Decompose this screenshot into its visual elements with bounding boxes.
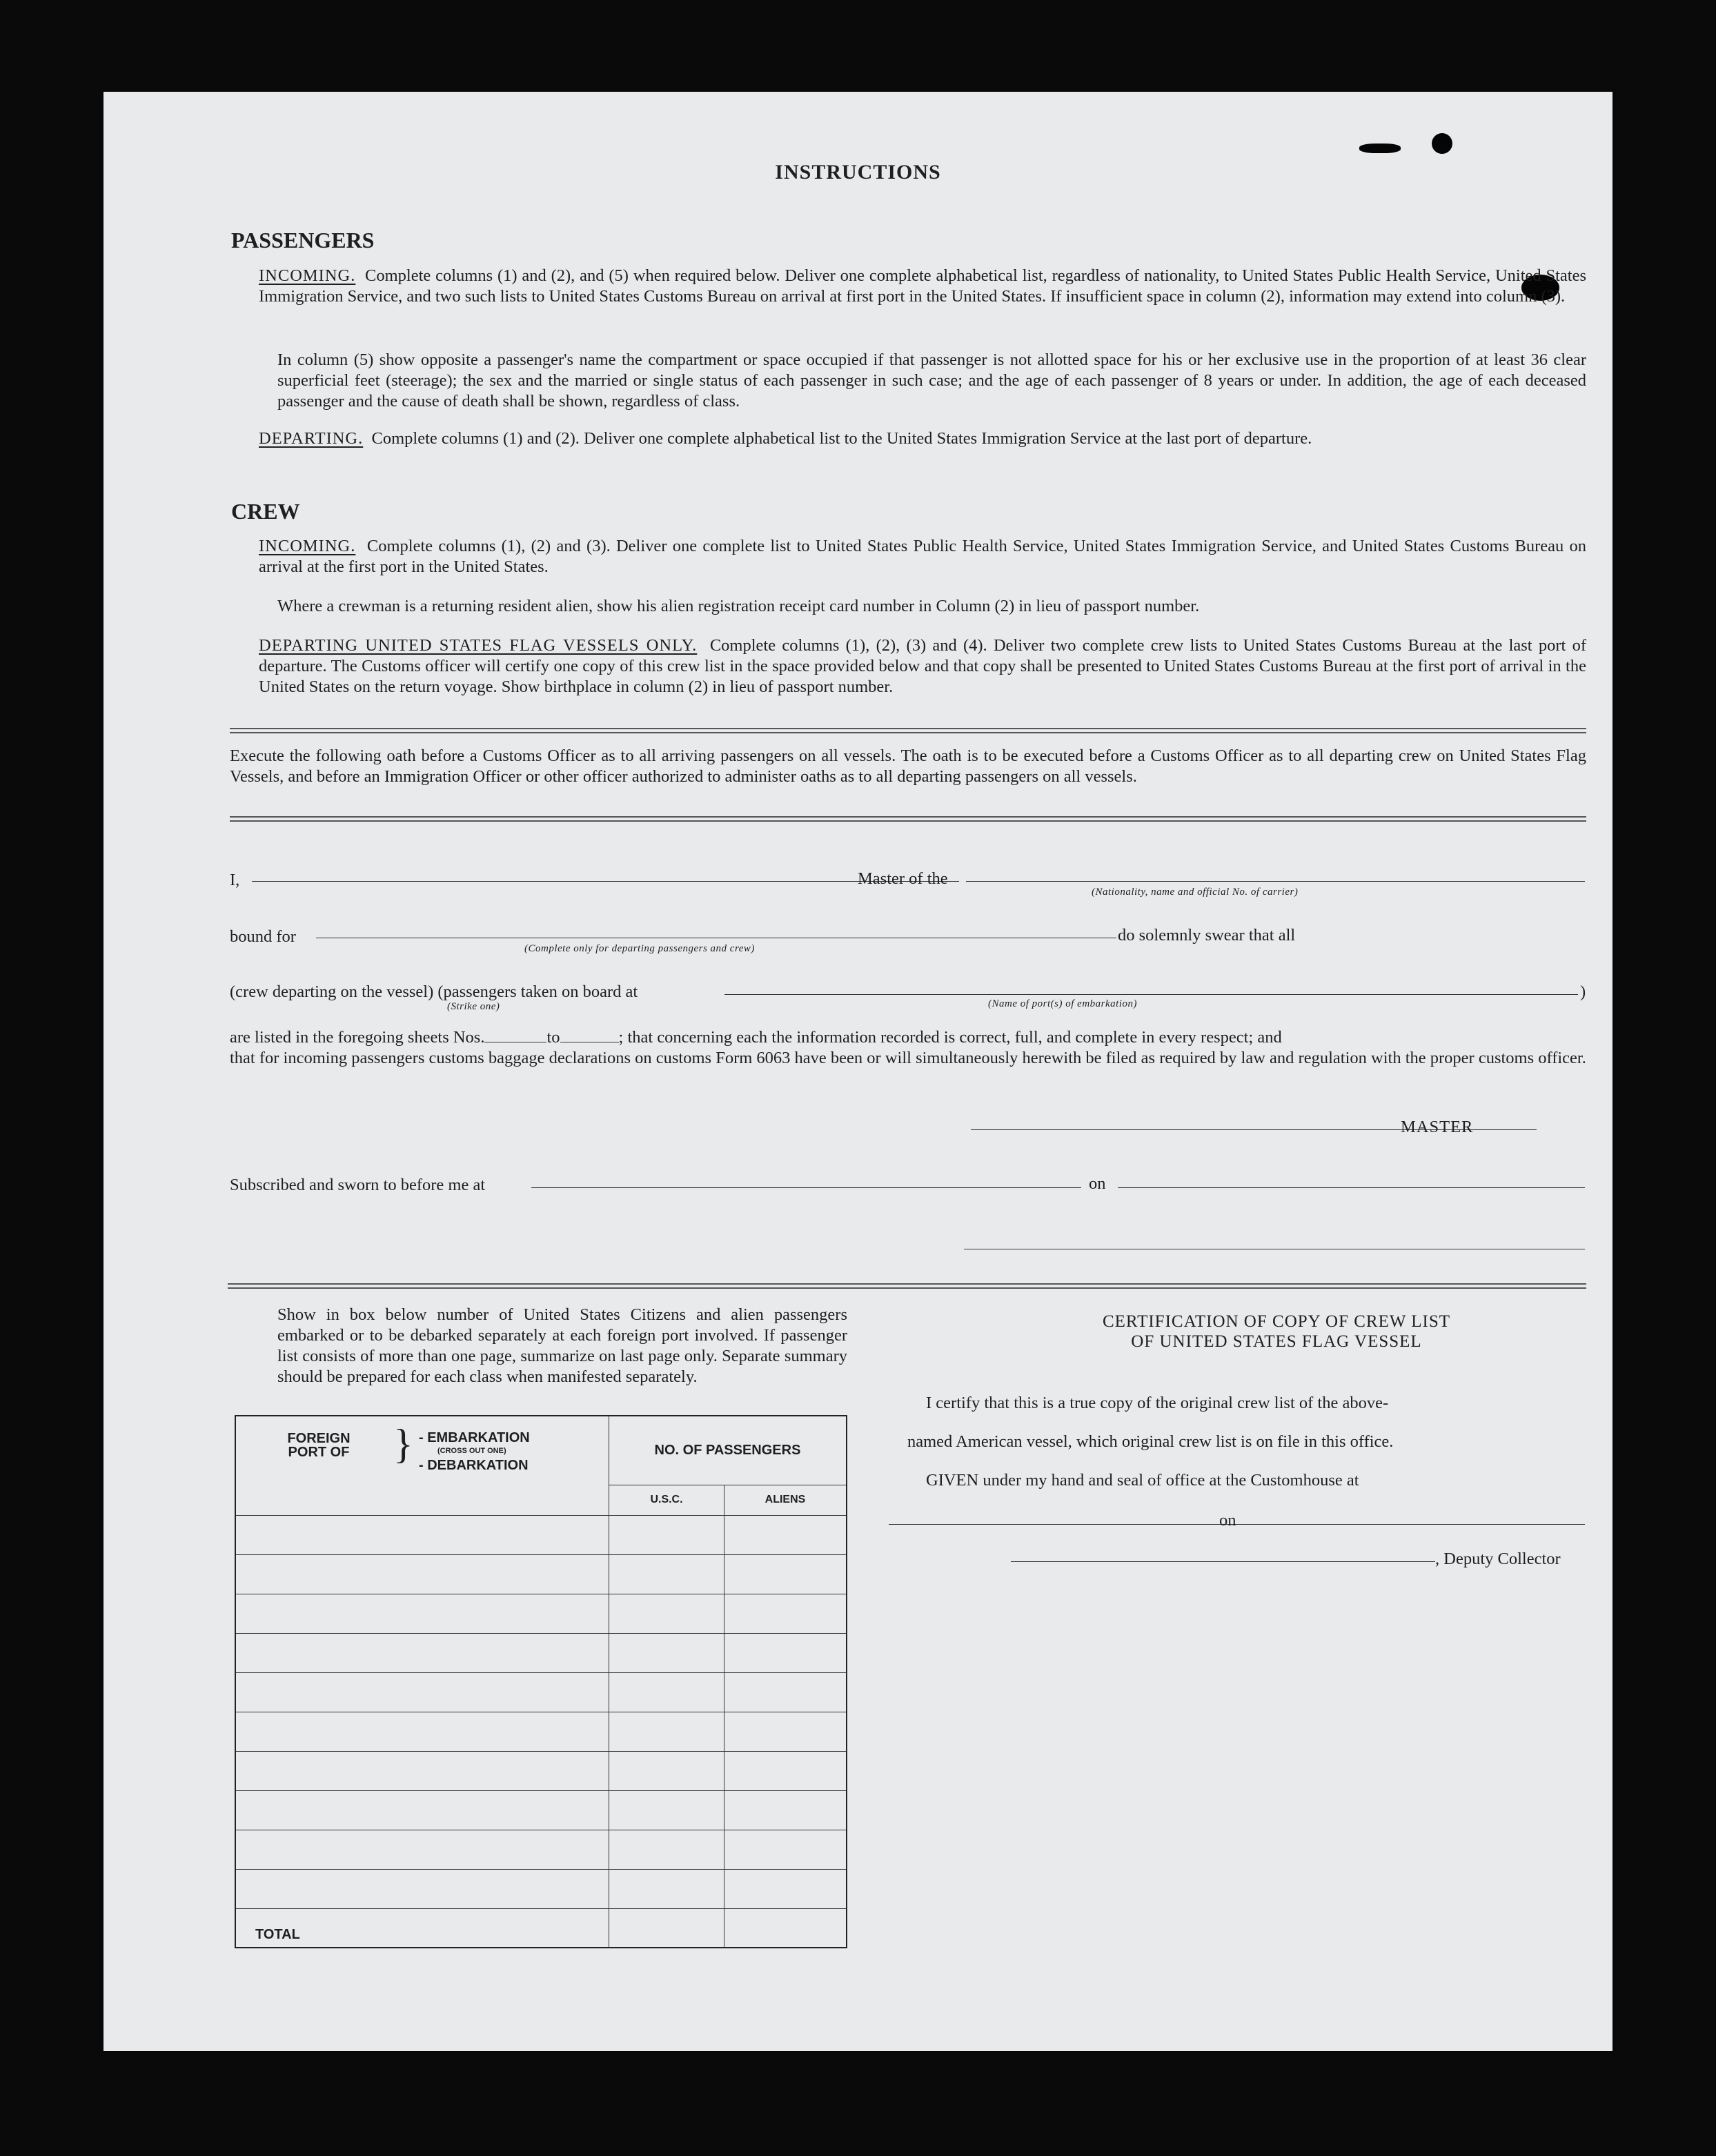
usc-cell[interactable] <box>609 1751 724 1790</box>
usc-cell[interactable] <box>609 1594 724 1633</box>
brace-icon: } <box>393 1421 413 1467</box>
table-row <box>235 1594 847 1633</box>
aliens-cell[interactable] <box>724 1633 847 1672</box>
listed-to: to <box>546 1028 560 1047</box>
port-caption: (Name of port(s) of embarkation) <box>988 998 1137 1009</box>
crew-departing-text: (crew departing on the vessel) (passengers taken on board at <box>230 982 638 1001</box>
deputy-collector-label: , Deputy Collector <box>1435 1550 1561 1568</box>
bound-for-label: bound for <box>230 927 296 946</box>
carrier-caption: (Nationality, name and official No. of carrier) <box>1092 887 1299 898</box>
deputy-signature-field[interactable] <box>1011 1561 1435 1562</box>
crew-incoming-text: Complete columns (1), (2) and (3). Deliver one complete list to United States Public Health Service, United States Immigration Service, and United States Customs Bureau on arrival at the first port in the United States. <box>259 537 1587 576</box>
instructions-page <box>103 92 1613 2051</box>
certification-title-line2: OF UNITED STATES FLAG VESSEL <box>1131 1332 1422 1351</box>
crew-resident-note: Where a crewman is a returning resident alien, show his alien registration receipt card number in Column (2) in lieu of passport number. <box>277 597 1200 615</box>
table-row <box>235 1633 847 1672</box>
passengers-incoming <box>259 266 1586 307</box>
sworn-date-field[interactable] <box>1118 1187 1585 1188</box>
embarkation-port-field[interactable] <box>724 994 1578 995</box>
embarkation-label: - EMBARKATION <box>419 1430 530 1445</box>
subscribed-label: Subscribed and sworn to before me at <box>230 1176 486 1194</box>
port-cell[interactable] <box>235 1869 609 1908</box>
ink-blot <box>1432 133 1452 154</box>
passengers-column5: In column (5) show opposite a passenger's name the compartment or space occupied if that passenger is not allotted space for his or her exclusive use in the proportion of at least 36 clear superficial feet (steerage); the sex and the married or single status of each passenger in such case; and the age of each passenger of 8 years or under. In addition, the age of each deceased passenger and the cause of death shall be shown, regardless of class. <box>277 350 1586 411</box>
port-cell[interactable] <box>235 1515 609 1554</box>
aliens-cell[interactable] <box>724 1830 847 1869</box>
given-text: GIVEN under my hand and seal of office at the Customhouse at <box>926 1471 1359 1490</box>
usc-cell[interactable] <box>609 1515 724 1554</box>
crew-heading: CREW <box>231 499 300 524</box>
passengers-departing-text: Complete columns (1) and (2). Deliver one complete alphabetical list to the United States Immigration Service at the last port of departure. <box>371 429 1312 448</box>
total-row <box>235 1908 847 1948</box>
passengers-heading: PASSENGERS <box>231 228 375 253</box>
summary-instruction: Show in box below number of United States Citizens and alien passengers embarked or to be debarked separately at each foreign port involved. If passenger list consists of more than one page, summarize on last page only. Separate summary should be prepared for each class when manifested separately. <box>277 1305 847 1386</box>
foreign-port-of-label: FOREIGN PORT OF <box>287 1431 351 1460</box>
aliens-cell[interactable] <box>724 1515 847 1554</box>
table-row <box>235 1712 847 1751</box>
total-label: TOTAL <box>255 1927 300 1942</box>
port-cell[interactable] <box>235 1594 609 1633</box>
crew-incoming <box>259 536 1586 577</box>
usc-cell[interactable] <box>609 1554 724 1594</box>
certification-title-line1: CERTIFICATION OF COPY OF CREW LIST <box>1102 1312 1451 1331</box>
listed-text-2: ; that concerning each the information recorded is correct, full, and complete in every respect; and <box>618 1028 1282 1047</box>
ink-blot <box>1359 144 1401 153</box>
aliens-cell[interactable] <box>724 1869 847 1908</box>
port-cell[interactable] <box>235 1633 609 1672</box>
certify-line-1: I certify that this is a true copy of the original crew list of the above- <box>926 1394 1389 1412</box>
foreign-port-header <box>235 1416 609 1515</box>
departing-caption: (Complete only for departing passengers and crew) <box>524 943 755 954</box>
passengers-incoming-label: INCOMING. <box>259 266 356 285</box>
strike-one-caption: (Strike one) <box>447 1001 500 1012</box>
usc-cell[interactable] <box>609 1712 724 1751</box>
port-cell[interactable] <box>235 1712 609 1751</box>
passengers-incoming-text: Complete columns (1) and (2), and (5) when required below. Deliver one complete alphabetical list, regardless of nationality, to United States Public Health Service, United States Immigration Service, and two such lists to United States Customs Bureau on arrival at first port in the United States. If insufficient space in column (2), information may extend into column (3). <box>259 266 1586 306</box>
port-cell[interactable] <box>235 1751 609 1790</box>
aliens-cell[interactable] <box>724 1712 847 1751</box>
usc-total-cell[interactable] <box>609 1908 724 1948</box>
table-row <box>235 1869 847 1908</box>
section-divider <box>230 728 1586 733</box>
aliens-cell[interactable] <box>724 1594 847 1633</box>
oath-i-label: I, <box>230 871 240 889</box>
total-label-cell <box>235 1908 609 1948</box>
aliens-cell[interactable] <box>724 1751 847 1790</box>
oath-intro: Execute the following oath before a Customs Officer as to all arriving passengers on all vessels. The oath is to be executed before a Customs Officer as to all departing crew on United States Flag Vessels, and before an Immigration Officer or other officer authorized to administer oaths as to all departing passengers on all vessels. <box>230 746 1586 786</box>
aliens-cell[interactable] <box>724 1672 847 1712</box>
port-cell[interactable] <box>235 1672 609 1712</box>
section-divider <box>228 1283 1586 1289</box>
passengers-departing-label: DEPARTING. <box>259 429 364 448</box>
port-cell[interactable] <box>235 1790 609 1830</box>
master-name-field[interactable] <box>252 881 959 882</box>
port-cell[interactable] <box>235 1830 609 1869</box>
certification-title <box>966 1312 1587 1352</box>
table-row <box>235 1672 847 1712</box>
table-row <box>235 1554 847 1594</box>
page-title: INSTRUCTIONS <box>775 161 941 184</box>
debarkation-label: - DEBARKATION <box>419 1458 529 1473</box>
carrier-field[interactable] <box>966 881 1585 882</box>
no-of-passengers-header: NO. OF PASSENGERS <box>609 1416 847 1485</box>
crew-incoming-label: INCOMING. <box>259 537 356 555</box>
aliens-cell[interactable] <box>724 1790 847 1830</box>
usc-cell[interactable] <box>609 1672 724 1712</box>
certify-line-2: named American vessel, which original crew list is on file in this office. <box>907 1432 1394 1451</box>
sheet-from-field[interactable] <box>484 1028 546 1042</box>
cross-out-one-label: (CROSS OUT ONE) <box>437 1447 506 1455</box>
swear-text: do solemnly swear that all <box>1118 926 1296 945</box>
table-row <box>235 1515 847 1554</box>
crew-departing-text: Complete columns (1), (2), (3) and (4). Deliver two complete crew lists to United States Customs Bureau at the last port of departure. The Customs officer will certify one copy of this crew list in the space provided below and that copy shall be presented to United States Customs Bureau at the first port of arrival in the United States on the return voyage. Show birthplace in column (2) in lieu of passport number. <box>259 636 1586 696</box>
aliens-header: ALIENS <box>724 1485 847 1515</box>
crew-departing-label: DEPARTING UNITED STATES FLAG VESSELS ONLY. <box>259 636 698 655</box>
certification-date-field[interactable] <box>1245 1524 1585 1525</box>
listed-line <box>230 1027 1282 1048</box>
table-row <box>235 1790 847 1830</box>
usc-cell[interactable] <box>609 1869 724 1908</box>
usc-header: U.S.C. <box>609 1485 724 1515</box>
table-header-row <box>235 1416 847 1485</box>
aliens-cell[interactable] <box>724 1554 847 1594</box>
master-label: MASTER <box>1401 1118 1474 1136</box>
usc-cell[interactable] <box>609 1830 724 1869</box>
master-of-the-label: Master of the <box>858 869 948 888</box>
passengers-departing <box>259 428 1586 449</box>
close-paren: ) <box>1580 982 1586 1001</box>
listed-text-3: that for incoming passengers customs baggage declarations on customs Form 6063 have been or will simultaneously herewith be filed as required by law and regulation with the proper customs officer. <box>230 1049 1586 1067</box>
listed-text-1: are listed in the foregoing sheets Nos. <box>230 1028 485 1047</box>
passenger-summary-table <box>235 1415 847 1948</box>
sworn-on-label: on <box>1089 1174 1106 1193</box>
certification-on-label: on <box>1219 1511 1236 1530</box>
usc-cell[interactable] <box>609 1633 724 1672</box>
usc-cell[interactable] <box>609 1790 724 1830</box>
crew-departing <box>259 635 1586 698</box>
sworn-place-field[interactable] <box>531 1187 1081 1188</box>
port-cell[interactable] <box>235 1554 609 1594</box>
table-row <box>235 1751 847 1790</box>
sheet-to-field[interactable] <box>560 1028 619 1042</box>
aliens-total-cell[interactable] <box>724 1908 847 1948</box>
table-row <box>235 1830 847 1869</box>
section-divider <box>230 816 1586 822</box>
